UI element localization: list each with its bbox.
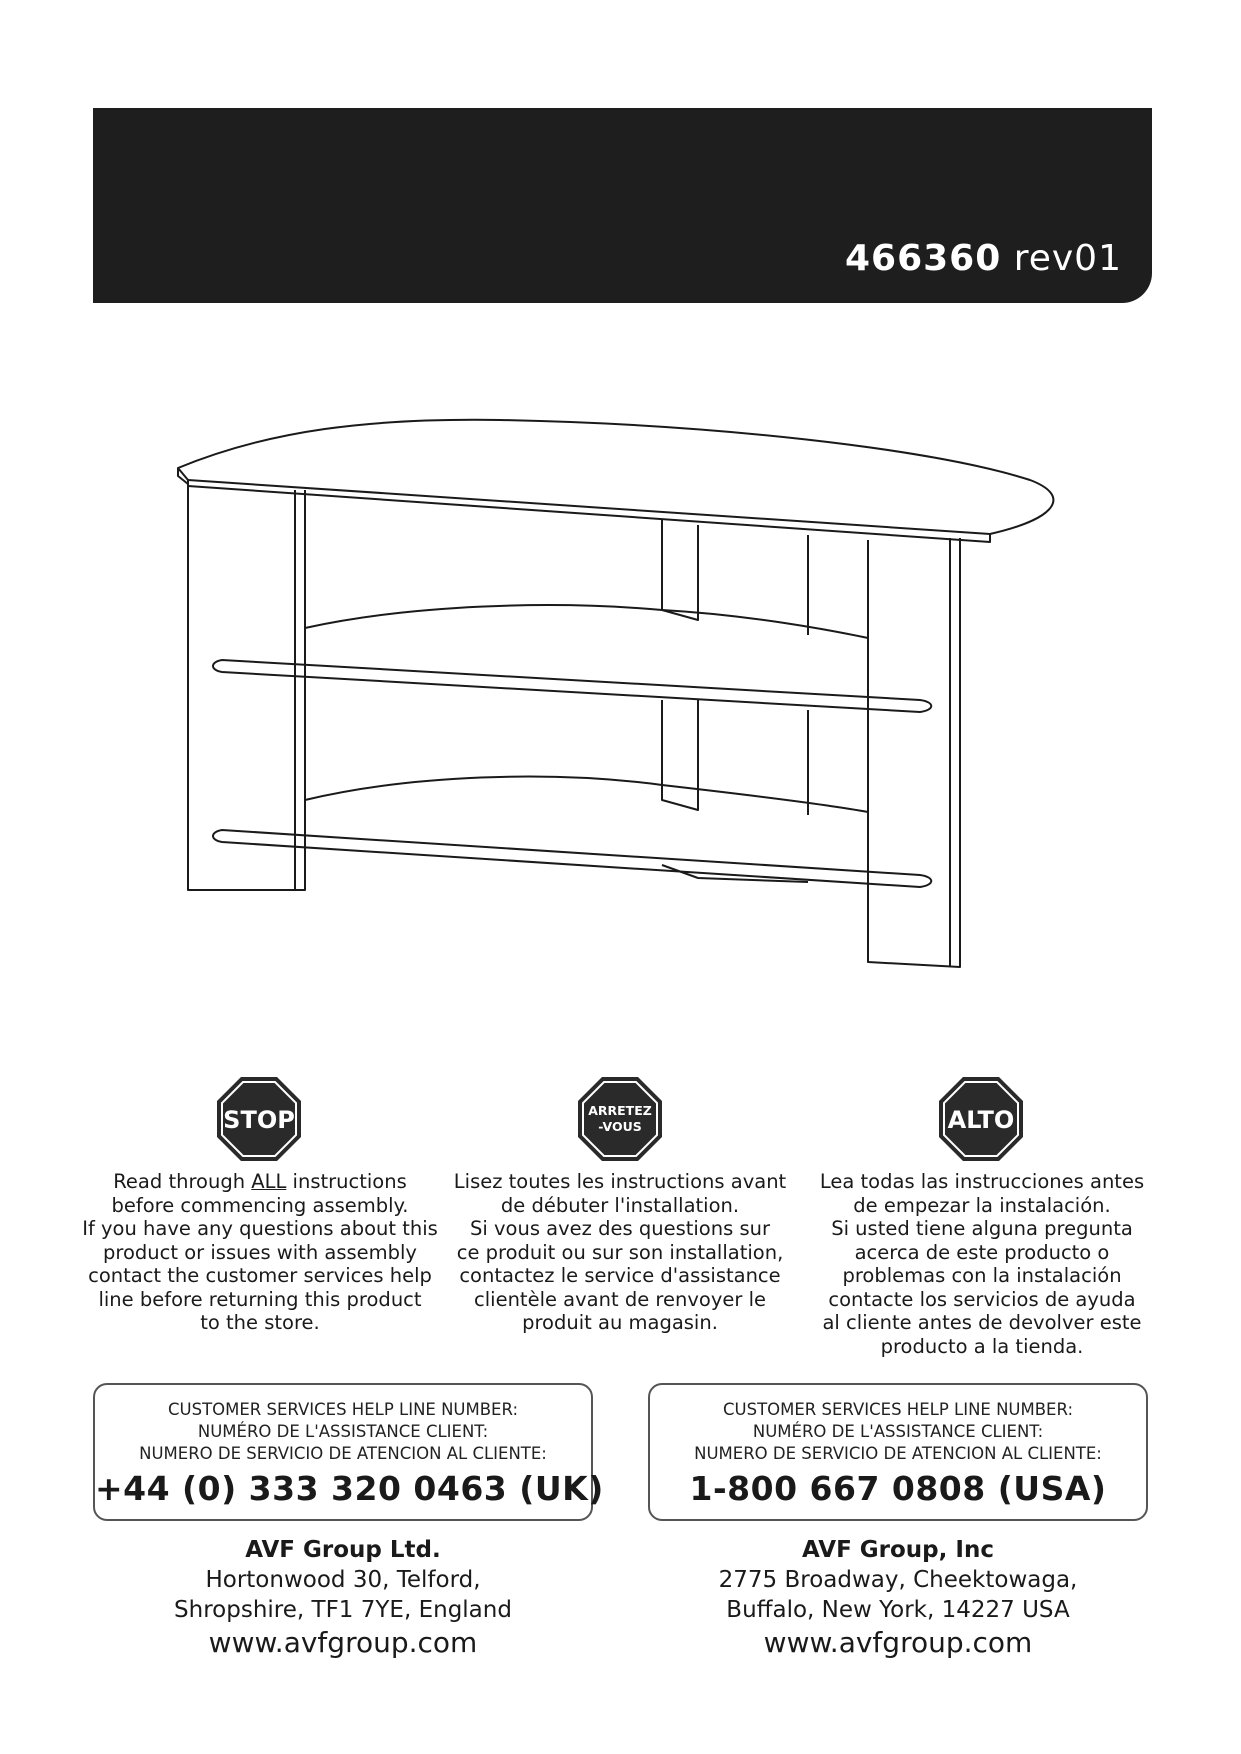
helpline-box-uk [93, 1383, 604, 1521]
alto-sign-icon [937, 1075, 1025, 1163]
website-link-uk[interactable]: www.avfgroup.com [208, 1626, 478, 1659]
instruction-line: to the store. [200, 1311, 320, 1334]
address-line: Buffalo, New York, 14227 USA [726, 1597, 1070, 1623]
instruction-line: al cliente antes de devolver este [822, 1311, 1142, 1334]
underlined-all: ALL [251, 1170, 287, 1193]
header-banner [93, 108, 1152, 303]
stop-sign-icon [215, 1075, 303, 1163]
instruction-line: produit au magasin. [522, 1311, 718, 1334]
usa-phone-number: 1-800 667 0808 (USA) [689, 1469, 1107, 1508]
revision: rev01 [1013, 238, 1122, 279]
helpline-label-fr: NUMÉRO DE L'ASSISTANCE CLIENT: [752, 1422, 1044, 1441]
instruction-line: product or issues with assembly [103, 1240, 417, 1264]
instruction-line: before commencing assembly. [111, 1193, 409, 1217]
instruction-line: de empezar la instalación. [853, 1193, 1111, 1217]
instruction-line: line before returning this product [98, 1287, 422, 1311]
instruction-line: producto a la tienda. [880, 1334, 1084, 1358]
instruction-line: Si usted tiene alguna pregunta [831, 1217, 1133, 1240]
address-usa [648, 1535, 1148, 1661]
instruction-line: Lisez toutes les instructions avant [453, 1170, 787, 1193]
instruction-line: contact the customer services help [88, 1264, 432, 1287]
instruction-line: ce produit ou sur son installation, [456, 1240, 784, 1264]
instruction-line: Read through ALL instructions [113, 1170, 407, 1193]
website-link-usa[interactable]: www.avfgroup.com [763, 1626, 1033, 1659]
company-name-usa: AVF Group, Inc [802, 1537, 994, 1563]
instruction-line: clientèle avant de renvoyer le [474, 1287, 766, 1311]
address-line: 2775 Broadway, Cheektowaga, [718, 1567, 1078, 1593]
instruction-line: problemas con la instalación [842, 1264, 1122, 1287]
instruction-line: de débuter l'installation. [500, 1193, 740, 1217]
tv-stand-illustration [150, 410, 1070, 980]
stop-sign-text: STOP [223, 1106, 295, 1134]
helpline-label-en: CUSTOMER SERVICES HELP LINE NUMBER: [723, 1400, 1073, 1419]
arretez-sign-icon [576, 1075, 664, 1163]
instruction-line: Lea todas las instrucciones antes [819, 1170, 1145, 1193]
instructions-spanish [792, 1170, 1172, 1358]
uk-phone-number: +44 (0) 333 320 0463 (UK) [95, 1469, 604, 1508]
model-number-value: 466360 [844, 238, 1002, 279]
alto-sign-text: ALTO [947, 1106, 1015, 1134]
instructions-english [70, 1170, 450, 1335]
address-line: Hortonwood 30, Telford, [205, 1567, 481, 1593]
address-uk [93, 1535, 593, 1661]
instruction-line: acerca de este producto o [854, 1240, 1110, 1264]
helpline-label-en: CUSTOMER SERVICES HELP LINE NUMBER: [168, 1400, 518, 1419]
helpline-label-fr: NUMÉRO DE L'ASSISTANCE CLIENT: [197, 1422, 489, 1441]
instruction-line: Si vous avez des questions sur [470, 1217, 770, 1240]
arretez-sign-text-2: -VOUS [598, 1119, 642, 1134]
helpline-box-usa [648, 1383, 1148, 1521]
address-line: Shropshire, TF1 7YE, England [174, 1597, 512, 1623]
instructions-french [430, 1170, 810, 1335]
instruction-line: contactez le service d'assistance [459, 1264, 781, 1287]
model-number [845, 238, 1122, 279]
instruction-line: contacte los servicios de ayuda [828, 1287, 1136, 1311]
company-name-uk: AVF Group Ltd. [245, 1537, 441, 1563]
helpline-label-es: NUMERO DE SERVICIO DE ATENCION AL CLIENTE: [694, 1444, 1102, 1463]
arretez-sign-text-1: ARRETEZ [588, 1103, 652, 1118]
instruction-line: If you have any questions about this [82, 1217, 438, 1240]
helpline-label-es: NUMERO DE SERVICIO DE ATENCION AL CLIENTE: [139, 1444, 547, 1463]
